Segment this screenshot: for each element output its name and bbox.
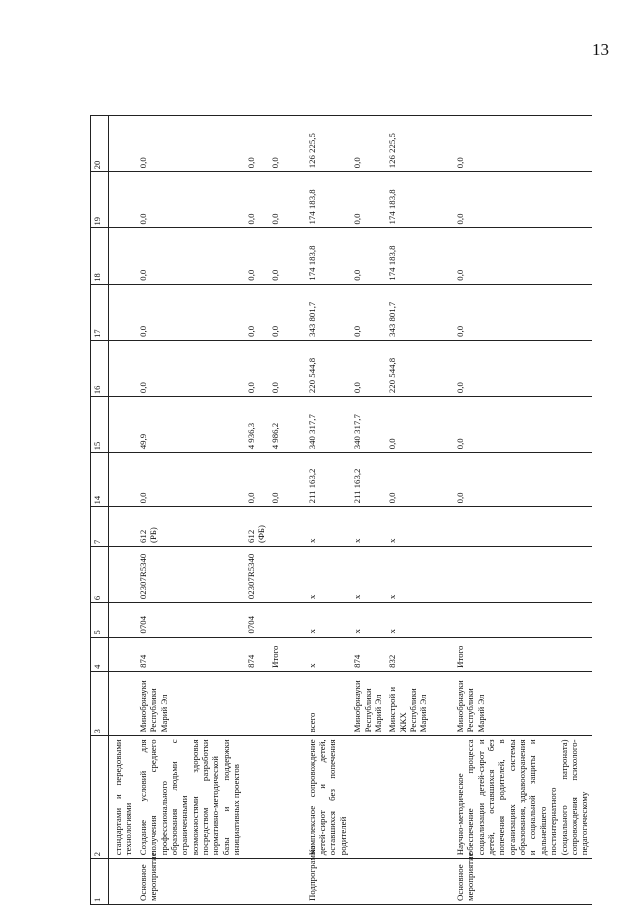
rzpr-cell (453, 603, 592, 637)
vr-cell (453, 507, 592, 547)
spacer-cell (431, 453, 453, 507)
name-cell: Научно-методическое обеспечение процесса социализации детей-сирот и детей, оставшихся без попечения родителей, в организациях системы образования, здравоохранения и социальной защиты и дальнейшего постинтернатного (социального патроната) сопровождения психолого-педагогическому (453, 736, 592, 859)
csr-cell: x (350, 546, 385, 602)
csr-cell: 02307R5340 (136, 546, 244, 602)
spacer-cell (431, 671, 453, 736)
grbs-cell: 874 (136, 637, 244, 671)
year-cell: 0,0 (453, 228, 592, 284)
year-cell: 0,0 (136, 172, 244, 228)
year-cell: 0,0 (136, 284, 244, 340)
year-cell: 0,0 (350, 172, 385, 228)
executor-cell (268, 671, 282, 736)
spacer-cell (283, 546, 305, 602)
table-row (136, 116, 244, 905)
grbs-cell: 832 (385, 637, 431, 671)
year-cell: 4 936,3 (244, 397, 269, 453)
type-cell (385, 859, 431, 905)
year-cell: 0,0 (244, 116, 269, 172)
header-cell: 20 (91, 116, 109, 172)
executor-cell (244, 671, 269, 736)
spacer-row (283, 116, 305, 905)
executor-cell: всего (305, 671, 351, 736)
spacer-cell (431, 546, 453, 602)
rzpr-cell: x (305, 603, 351, 637)
header-cell: 1 (91, 859, 109, 905)
spacer-cell (283, 736, 305, 859)
year-cell: 340 317,7 (350, 397, 385, 453)
spacer-cell (431, 172, 453, 228)
spacer-cell (283, 172, 305, 228)
table-row (109, 116, 136, 905)
header-cell: 4 (91, 637, 109, 671)
year-cell: 0,0 (268, 116, 282, 172)
year-cell: 0,0 (136, 228, 244, 284)
grbs-cell: 874 (244, 637, 269, 671)
year-cell: 174 183,8 (385, 228, 431, 284)
vr-cell: x (385, 507, 431, 547)
header-cell: 14 (91, 453, 109, 507)
year-cell (109, 340, 136, 396)
spacer-cell (431, 284, 453, 340)
spacer-cell (283, 453, 305, 507)
vr-cell: 612 (РБ) (136, 507, 244, 547)
year-cell (109, 397, 136, 453)
year-cell: 0,0 (244, 284, 269, 340)
header-cell: 16 (91, 340, 109, 396)
year-cell: 211 163,2 (350, 453, 385, 507)
grbs-cell: x (305, 637, 351, 671)
type-cell (350, 859, 385, 905)
grbs-cell: 874 (350, 637, 385, 671)
spacer-cell (283, 507, 305, 547)
csr-cell: x (305, 546, 351, 602)
year-cell (109, 228, 136, 284)
name-cell (385, 736, 431, 859)
year-cell: 0,0 (268, 172, 282, 228)
spacer-row (431, 116, 453, 905)
year-cell: 0,0 (244, 228, 269, 284)
year-cell: 0,0 (244, 453, 269, 507)
year-cell (109, 116, 136, 172)
year-cell: 0,0 (268, 340, 282, 396)
year-cell: 0,0 (453, 172, 592, 228)
year-cell: 211 163,2 (305, 453, 351, 507)
page-number: 13 (592, 40, 609, 59)
rotated-table-container (90, 35, 639, 905)
spacer-cell (431, 603, 453, 637)
year-cell: 0,0 (453, 116, 592, 172)
name-cell: Комплексное сопровождение детей-сирот и детей, оставшихся без попечения родителей (305, 736, 351, 859)
year-cell (109, 284, 136, 340)
csr-cell: 02307R5340 (244, 546, 269, 602)
rzpr-cell: 0704 (244, 603, 269, 637)
rzpr-cell (109, 603, 136, 637)
year-cell: 174 183,8 (305, 228, 351, 284)
executor-cell: Минобрнауки Республики Марий Эл (136, 671, 244, 736)
spacer-cell (283, 637, 305, 671)
year-cell: 0,0 (453, 397, 592, 453)
table-header (91, 116, 109, 905)
spacer-cell (283, 228, 305, 284)
rzpr-cell: 0704 (136, 603, 244, 637)
csr-cell (268, 546, 282, 602)
table-row (350, 116, 385, 905)
year-cell: 220 544,8 (305, 340, 351, 396)
vr-cell: x (350, 507, 385, 547)
table-row (305, 116, 351, 905)
year-cell: 0,0 (244, 172, 269, 228)
year-cell: 0,0 (350, 340, 385, 396)
spacer-cell (283, 284, 305, 340)
table-row (244, 116, 269, 905)
spacer-cell (431, 736, 453, 859)
budget-table (90, 115, 592, 905)
header-cell: 5 (91, 603, 109, 637)
name-cell: Создание условий для получения среднего профессионального образования людьми с ограниченными возможностями здоровья посредством разработки нормативно-методической базы и поддержки инициативных проектов (136, 736, 244, 859)
grbs-cell: Итого (268, 637, 282, 671)
year-cell: 0,0 (453, 284, 592, 340)
year-cell: 174 183,8 (385, 172, 431, 228)
grbs-cell: Итого (453, 637, 592, 671)
spacer-cell (283, 340, 305, 396)
spacer-cell (431, 507, 453, 547)
spacer-cell (283, 603, 305, 637)
year-cell: 4 986,2 (268, 397, 282, 453)
header-cell: 18 (91, 228, 109, 284)
table-row (385, 116, 431, 905)
year-cell: 343 801,7 (305, 284, 351, 340)
header-cell: 15 (91, 397, 109, 453)
csr-cell: x (385, 546, 431, 602)
csr-cell (109, 546, 136, 602)
table-body (109, 116, 592, 905)
grbs-cell (109, 637, 136, 671)
header-cell: 19 (91, 172, 109, 228)
spacer-cell (431, 116, 453, 172)
header-cell: 6 (91, 546, 109, 602)
spacer-cell (431, 859, 453, 905)
year-cell: 126 225,5 (305, 116, 351, 172)
table-row (268, 116, 282, 905)
vr-cell (109, 507, 136, 547)
year-cell: 0,0 (385, 453, 431, 507)
year-cell: 340 317,7 (305, 397, 351, 453)
executor-cell: Минобрнауки Республики Марий Эл (350, 671, 385, 736)
year-cell: 0,0 (244, 340, 269, 396)
year-cell: 126 225,5 (385, 116, 431, 172)
year-cell: 0,0 (350, 228, 385, 284)
year-cell: 0,0 (136, 340, 244, 396)
type-cell: Основное мероприятие (136, 859, 244, 905)
type-cell (109, 859, 136, 905)
rzpr-cell: x (385, 603, 431, 637)
spacer-cell (283, 116, 305, 172)
rzpr-cell: x (350, 603, 385, 637)
vr-cell: 612 (ФБ) (244, 507, 269, 547)
year-cell: 174 183,8 (305, 172, 351, 228)
vr-cell (268, 507, 282, 547)
year-cell: 0,0 (268, 284, 282, 340)
name-cell (244, 736, 269, 859)
year-cell: 343 801,7 (385, 284, 431, 340)
header-row (91, 116, 109, 905)
table-row (453, 116, 592, 905)
year-cell: 0,0 (350, 116, 385, 172)
spacer-cell (283, 859, 305, 905)
year-cell: 0,0 (136, 116, 244, 172)
spacer-cell (431, 340, 453, 396)
year-cell: 0,0 (453, 453, 592, 507)
spacer-cell (431, 397, 453, 453)
spacer-cell (283, 397, 305, 453)
header-cell: 7 (91, 507, 109, 547)
type-cell (244, 859, 269, 905)
executor-cell: Минстрой и ЖКХ Республики Марий Эл (385, 671, 431, 736)
spacer-cell (283, 671, 305, 736)
year-cell: 0,0 (350, 284, 385, 340)
vr-cell: x (305, 507, 351, 547)
type-cell: Основное мероприятие (453, 859, 592, 905)
spacer-cell (431, 228, 453, 284)
csr-cell (453, 546, 592, 602)
executor-cell (109, 671, 136, 736)
type-cell: Подпрограмма (305, 859, 351, 905)
year-cell: 0,0 (136, 453, 244, 507)
executor-cell: Минобрнауки Республики Марий Эл (453, 671, 592, 736)
name-cell: стандартами и передовыми технологиями (109, 736, 136, 859)
rzpr-cell (268, 603, 282, 637)
header-cell: 2 (91, 736, 109, 859)
year-cell (109, 172, 136, 228)
year-cell (109, 453, 136, 507)
year-cell: 220 544,8 (385, 340, 431, 396)
name-cell (268, 736, 282, 859)
year-cell: 49,9 (136, 397, 244, 453)
year-cell: 0,0 (453, 340, 592, 396)
year-cell: 0,0 (385, 397, 431, 453)
type-cell (268, 859, 282, 905)
name-cell (350, 736, 385, 859)
year-cell: 0,0 (268, 228, 282, 284)
header-cell: 17 (91, 284, 109, 340)
header-cell: 3 (91, 671, 109, 736)
year-cell: 0,0 (268, 453, 282, 507)
spacer-cell (431, 637, 453, 671)
